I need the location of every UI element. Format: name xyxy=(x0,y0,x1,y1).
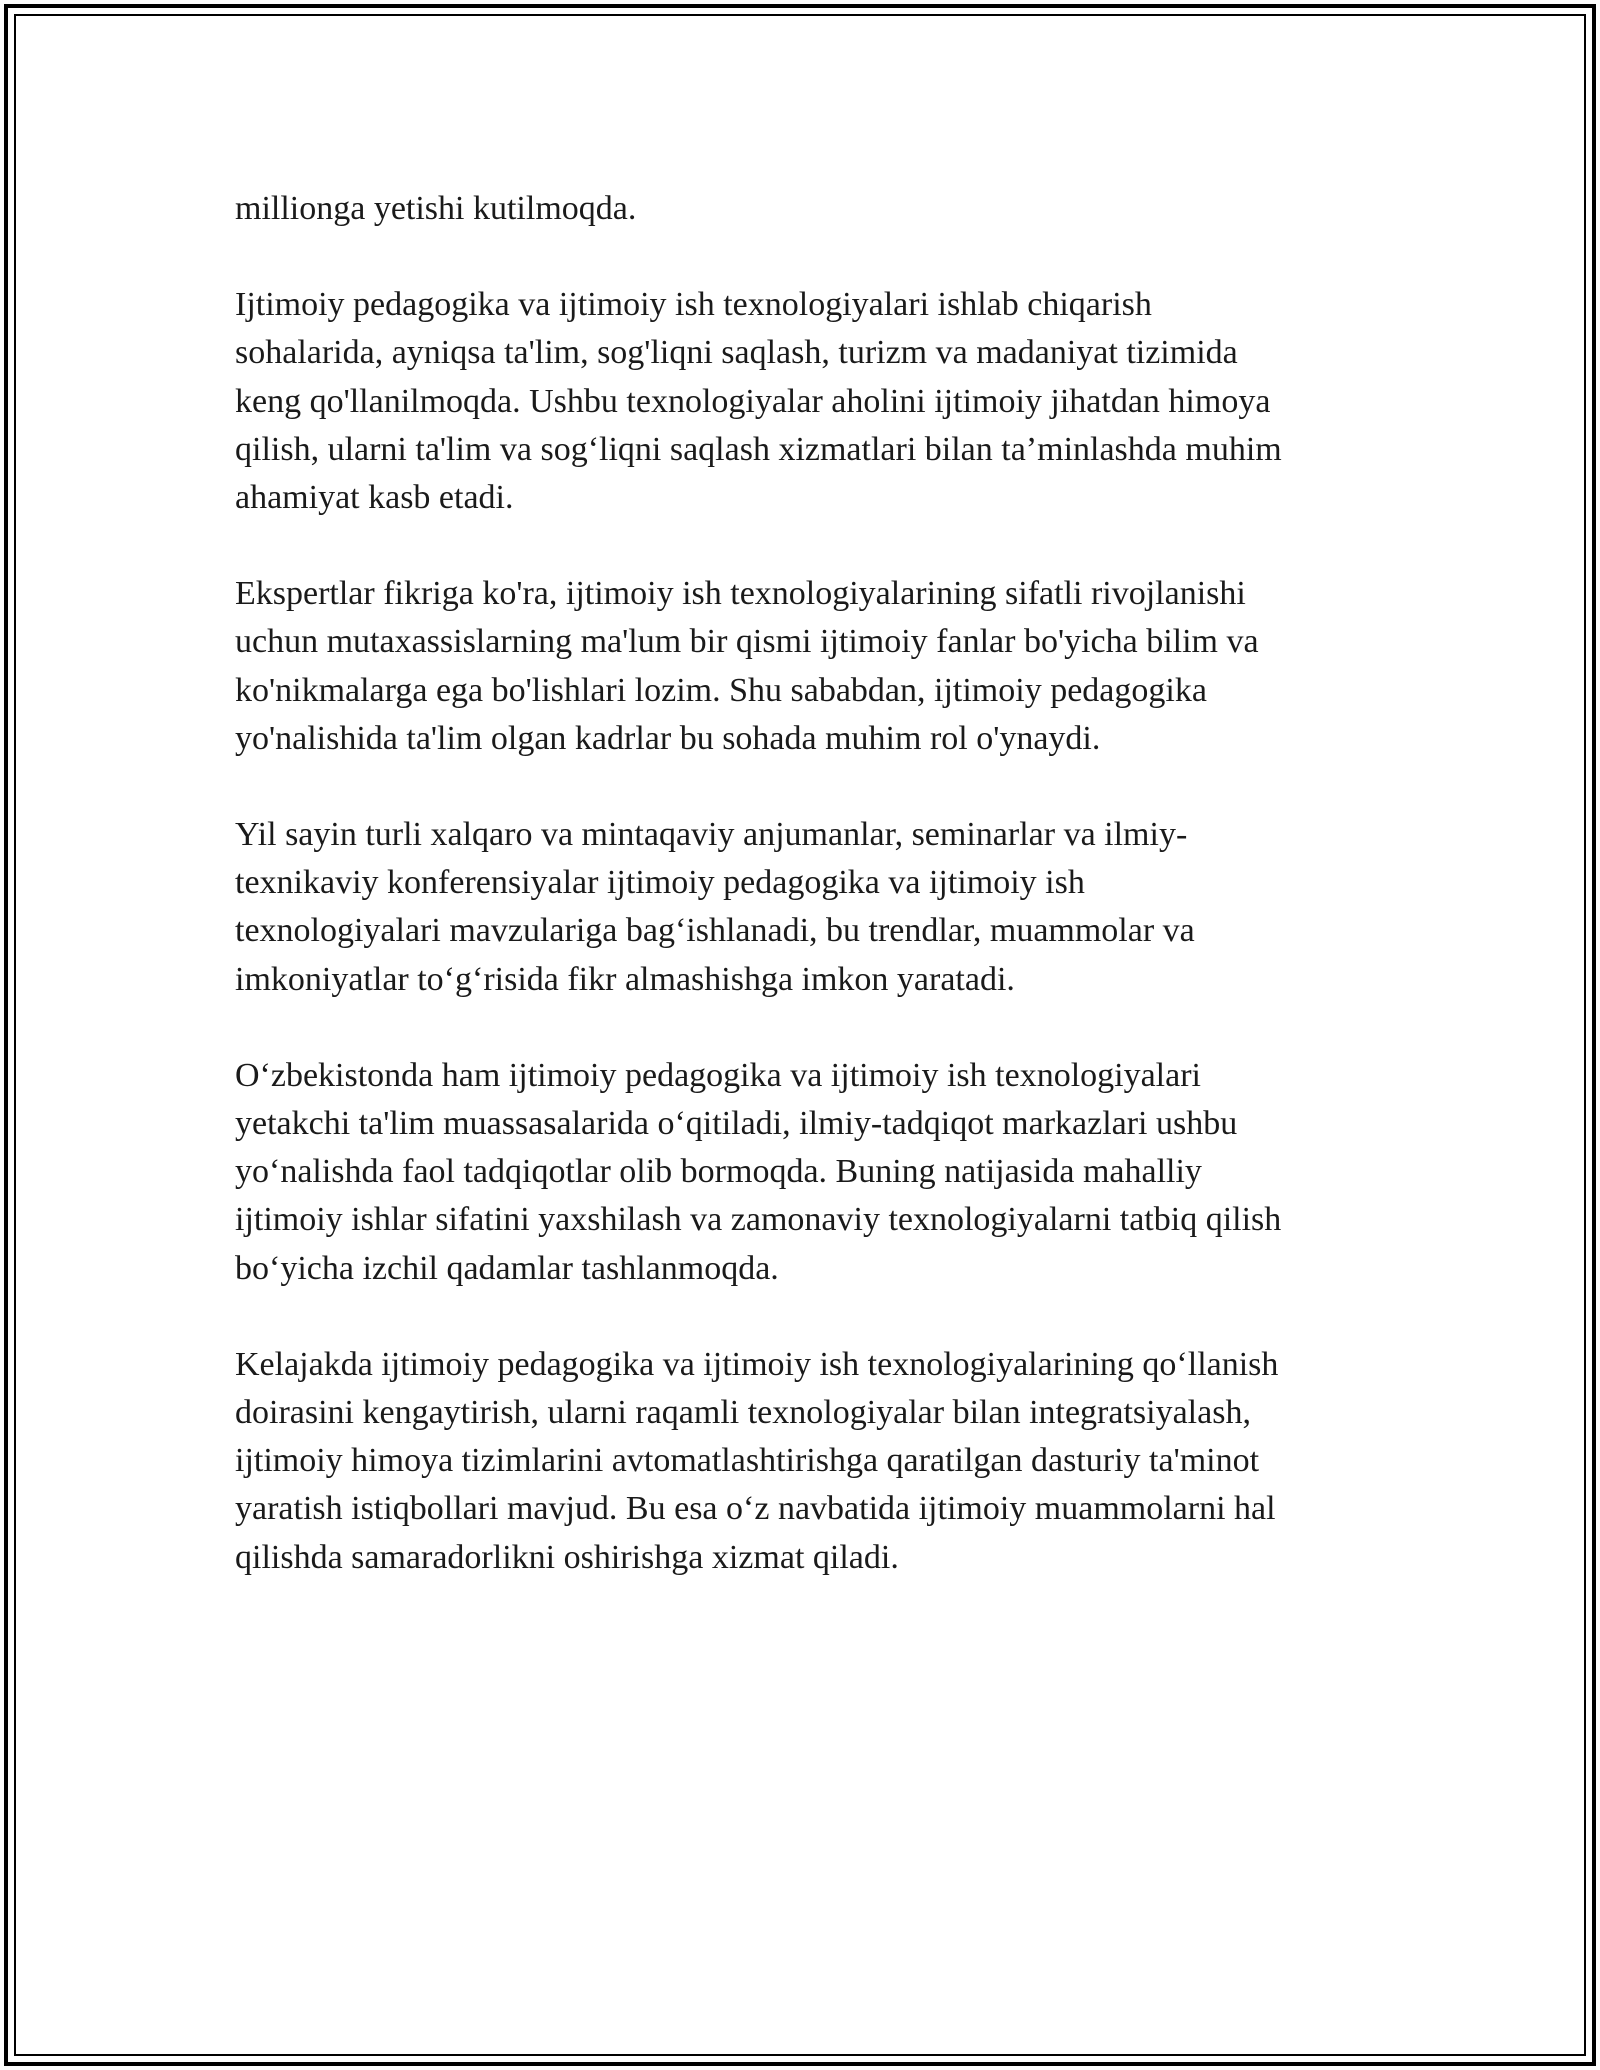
text-line: Ijtimoiy pedagogika va ijtimoiy ish texnologiyalari ishlab chiqarish xyxy=(235,286,1152,324)
text-line: ko'nikmalarga ega bo'lishlari lozim. Shu sababdan, ijtimoiy pedagogika xyxy=(235,671,1207,709)
text-line: texnikaviy konferensiyalar ijtimoiy pedagogika va ijtimoiy ish xyxy=(235,864,1085,902)
text-line: sohalarida, ayniqsa ta'lim, sog'liqni saqlash, turizm va madaniyat tizimida xyxy=(235,334,1238,372)
text-line: Ekspertlar fikriga ko'ra, ijtimoiy ish texnologiyalarining sifatli rivojlanishi xyxy=(235,575,1246,613)
text-line: qilishda samaradorlikni oshirishga xizmat qiladi. xyxy=(235,1538,899,1576)
text-line: Kelajakda ijtimoiy pedagogika va ijtimoiy ish texnologiyalarining qo‘llanish xyxy=(235,1345,1279,1383)
paragraph-5 xyxy=(235,1052,1375,1293)
text-line: ijtimoiy himoya tizimlarini avtomatlashtirishga qaratilgan dasturiy ta'minot xyxy=(235,1442,1260,1480)
text-line: ahamiyat kasb etadi. xyxy=(235,479,514,517)
paragraph-1 xyxy=(235,185,1375,233)
text-line: ijtimoiy ishlar sifatini yaxshilash va zamonaviy texnologiyalarni tatbiq qilish xyxy=(235,1201,1282,1239)
text-line: imkoniyatlar to‘g‘risida fikr almashishga imkon yaratadi. xyxy=(235,960,1015,998)
paragraph-4 xyxy=(235,811,1375,1004)
paragraph-3 xyxy=(235,570,1375,763)
text-line: texnologiyalari mavzulariga bag‘ishlanadi, bu trendlar, muammolar va xyxy=(235,912,1195,950)
text-line: bo‘yicha izchil qadamlar tashlanmoqda. xyxy=(235,1249,779,1287)
text-line: qilish, ularni ta'lim va sog‘liqni saqlash xizmatlari bilan ta’minlashda muhim xyxy=(235,430,1282,468)
text-line: yo‘nalishda faol tadqiqotlar olib bormoqda. Buning natijasida mahalliy xyxy=(235,1153,1202,1191)
document-body xyxy=(235,185,1375,1630)
text-line: yaratish istiqbollari mavjud. Bu esa o‘z navbatida ijtimoiy muammolarni hal xyxy=(235,1490,1276,1528)
text-line: millionga yetishi kutilmoqda. xyxy=(235,190,637,227)
text-line: O‘zbekistonda ham ijtimoiy pedagogika va ijtimoiy ish texnologiyalari xyxy=(235,1056,1201,1094)
text-line: Yil sayin turli xalqaro va mintaqaviy anjumanlar, seminarlar va ilmiy- xyxy=(235,816,1188,854)
text-line: yetakchi ta'lim muassasalarida o‘qitiladi, ilmiy-tadqiqot markazlari ushbu xyxy=(235,1105,1238,1143)
text-line: keng qo'llanilmoqda. Ushbu texnologiyalar aholini ijtimoiy jihatdan himoya xyxy=(235,382,1271,420)
text-line: yo'nalishida ta'lim olgan kadrlar bu sohada muhim rol o'ynaydi. xyxy=(235,719,1101,757)
text-line: uchun mutaxassislarning ma'lum bir qismi ijtimoiy fanlar bo'yicha bilim va xyxy=(235,623,1259,661)
text-line: doirasini kengaytirish, ularni raqamli texnologiyalar bilan integratsiyalash, xyxy=(235,1394,1251,1432)
paragraph-6 xyxy=(235,1341,1375,1582)
paragraph-2 xyxy=(235,281,1375,522)
